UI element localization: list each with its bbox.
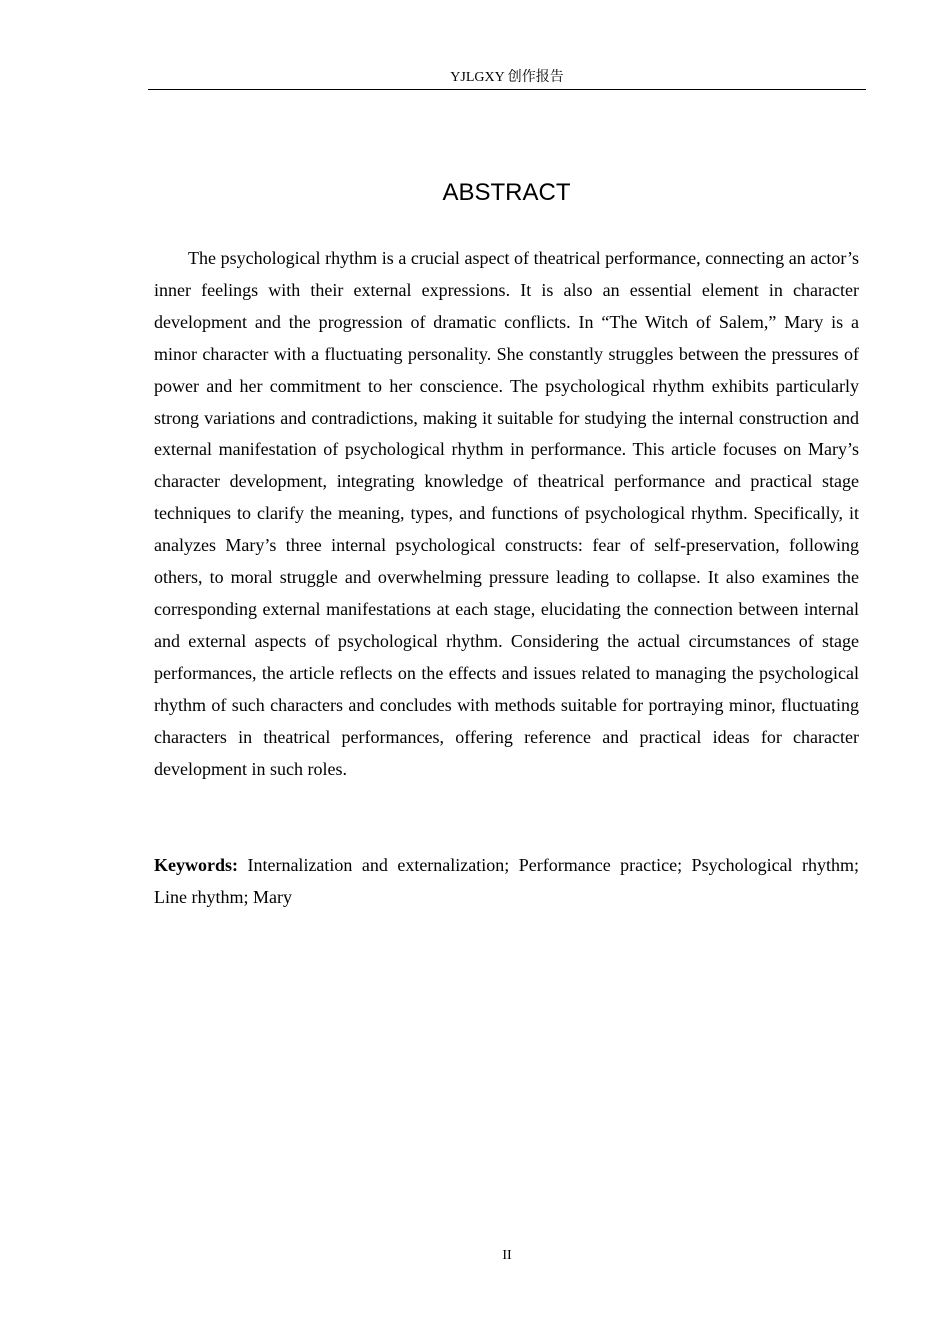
- page-header: [148, 69, 866, 90]
- header-title: YJLGXY 创作报告: [450, 70, 564, 85]
- abstract-body: The psychological rhythm is a crucial aspect of theatrical performance, connecting an actor’s inner feelings with their external expressions. It is also an essential element in character development and the progression of dramatic conflicts. In “The Witch of Salem,” Mary is a minor character with a fluctuating personality. She constantly struggles between the pressures of power and her commitment to her conscience. The psychological rhythm exhibits particularly strong variations and contradictions, making it suitable for studying the internal construction and external manifestation of psychological rhythm in performance. This article focuses on Mary’s character development, integrating knowledge of theatrical performance and practical stage techniques to clarify the meaning, types, and functions of psychological rhythm. Specifically, it analyzes Mary’s three internal psychological constructs: fear of self-preservation, following others, to moral struggle and overwhelming pressure leading to collapse. It also examines the corresponding external manifestations at each stage, elucidating the connection between internal and external aspects of psychological rhythm. Considering the actual circumstances of stage performances, the article reflects on the effects and issues related to managing the psychological rhythm of such characters and concludes with methods suitable for portraying minor, fluctuating characters in theatrical performances, offering reference and practical ideas for character development in such roles.: [154, 248, 859, 779]
- page-number: II: [502, 1248, 512, 1263]
- keywords-paragraph: [154, 849, 859, 913]
- keywords-text: Internalization and externalization; Performance practice; Psychological rhythm; Line rhythm; Mary: [154, 855, 860, 907]
- keywords-label: Keywords:: [154, 855, 238, 875]
- abstract-heading: ABSTRACT: [442, 179, 571, 206]
